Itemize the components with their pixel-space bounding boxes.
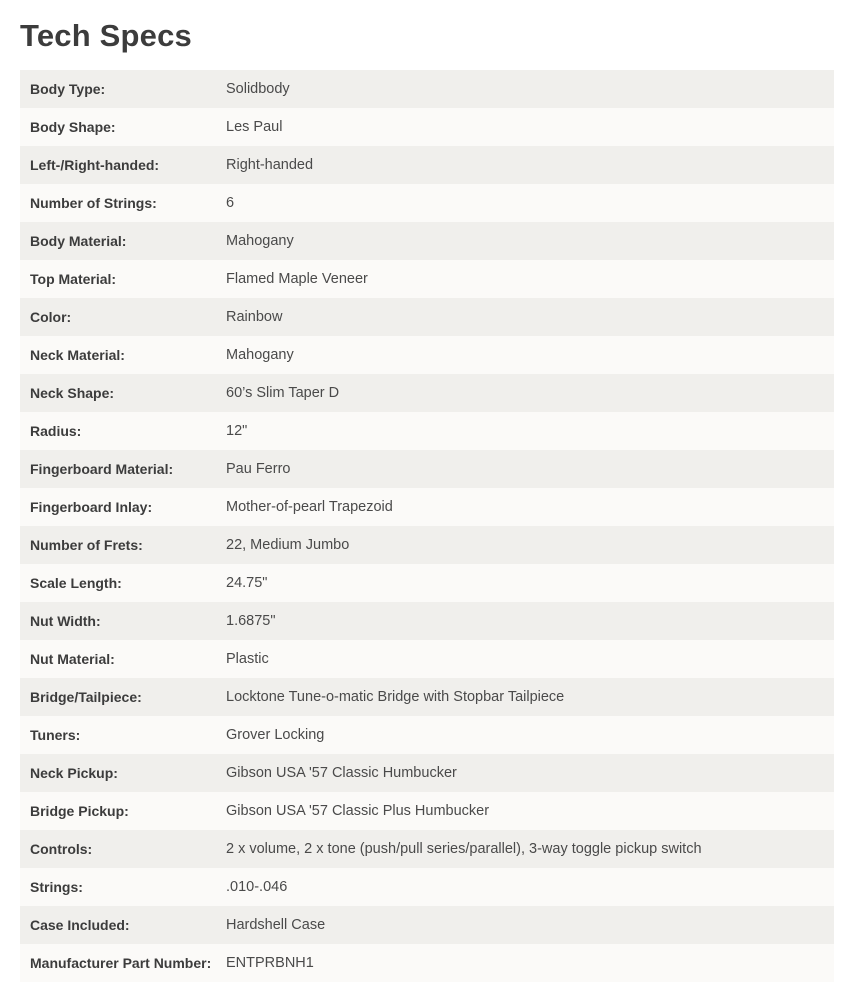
spec-row bbox=[20, 450, 834, 488]
spec-label: Strings: bbox=[30, 879, 83, 895]
spec-value: 22, Medium Jumbo bbox=[226, 537, 350, 553]
spec-label: Controls: bbox=[30, 841, 93, 857]
section-title: Tech Specs bbox=[20, 18, 193, 53]
spec-value: Gibson USA '57 Classic Plus Humbucker bbox=[226, 803, 490, 819]
spec-value: Grover Locking bbox=[226, 727, 325, 743]
spec-row bbox=[20, 260, 834, 298]
spec-row bbox=[20, 564, 834, 602]
spec-row bbox=[20, 602, 834, 640]
spec-label: Neck Material: bbox=[30, 347, 125, 363]
spec-row bbox=[20, 146, 834, 184]
spec-value: Rainbow bbox=[226, 309, 283, 325]
spec-row bbox=[20, 868, 834, 906]
spec-label: Number of Frets: bbox=[30, 537, 143, 553]
spec-label: Top Material: bbox=[30, 271, 117, 287]
spec-row bbox=[20, 412, 834, 450]
spec-label: Number of Strings: bbox=[30, 195, 157, 211]
spec-value: 2 x volume, 2 x tone (push/pull series/parallel), 3-way toggle pickup switch bbox=[226, 841, 702, 857]
spec-value: Solidbody bbox=[226, 81, 290, 97]
spec-label: Fingerboard Material: bbox=[30, 461, 174, 477]
spec-value: Hardshell Case bbox=[226, 917, 326, 933]
spec-row bbox=[20, 336, 834, 374]
spec-value: 60’s Slim Taper D bbox=[226, 385, 340, 401]
spec-label: Nut Width: bbox=[30, 613, 101, 629]
spec-value: Mother-of-pearl Trapezoid bbox=[226, 499, 393, 515]
spec-value: 6 bbox=[226, 195, 235, 211]
spec-label: Body Shape: bbox=[30, 119, 116, 135]
spec-row bbox=[20, 678, 834, 716]
spec-value: Les Paul bbox=[226, 119, 283, 135]
spec-row bbox=[20, 374, 834, 412]
spec-value: Gibson USA '57 Classic Humbucker bbox=[226, 765, 457, 781]
spec-value: 1.6875" bbox=[226, 613, 276, 629]
spec-label: Radius: bbox=[30, 423, 82, 439]
spec-value: 12" bbox=[226, 423, 248, 439]
spec-row bbox=[20, 298, 834, 336]
spec-label: Color: bbox=[30, 309, 72, 325]
tech-specs-section bbox=[20, 0, 834, 982]
spec-row bbox=[20, 488, 834, 526]
spec-value: Locktone Tune-o-matic Bridge with Stopbar Tailpiece bbox=[226, 689, 565, 705]
spec-row bbox=[20, 222, 834, 260]
spec-row bbox=[20, 906, 834, 944]
spec-row bbox=[20, 526, 834, 564]
spec-row bbox=[20, 716, 834, 754]
spec-value: Flamed Maple Veneer bbox=[226, 271, 368, 287]
spec-label: Left-/Right-handed: bbox=[30, 157, 160, 173]
spec-row bbox=[20, 184, 834, 222]
spec-row bbox=[20, 640, 834, 678]
spec-row bbox=[20, 70, 834, 108]
spec-value: .010-.046 bbox=[226, 879, 288, 895]
spec-label: Bridge Pickup: bbox=[30, 803, 129, 819]
spec-label: Body Material: bbox=[30, 233, 127, 249]
spec-value: Mahogany bbox=[226, 233, 294, 249]
spec-table bbox=[20, 70, 834, 982]
spec-label: Fingerboard Inlay: bbox=[30, 499, 153, 515]
spec-row bbox=[20, 754, 834, 792]
spec-row bbox=[20, 792, 834, 830]
spec-label: Neck Shape: bbox=[30, 385, 115, 401]
spec-value: ENTPRBNH1 bbox=[226, 955, 314, 971]
spec-value: Right-handed bbox=[226, 157, 314, 173]
spec-value: Mahogany bbox=[226, 347, 294, 363]
spec-label: Tuners: bbox=[30, 727, 81, 743]
spec-label: Body Type: bbox=[30, 81, 106, 97]
spec-label: Nut Material: bbox=[30, 651, 115, 667]
spec-label: Case Included: bbox=[30, 917, 130, 933]
spec-label: Scale Length: bbox=[30, 575, 122, 591]
spec-label: Manufacturer Part Number: bbox=[30, 955, 212, 971]
spec-value: 24.75" bbox=[226, 575, 268, 591]
spec-value: Plastic bbox=[226, 651, 269, 667]
spec-label: Bridge/Tailpiece: bbox=[30, 689, 142, 705]
spec-row bbox=[20, 108, 834, 146]
spec-row bbox=[20, 944, 834, 982]
spec-label: Neck Pickup: bbox=[30, 765, 118, 781]
spec-row bbox=[20, 830, 834, 868]
spec-value: Pau Ferro bbox=[226, 461, 291, 477]
